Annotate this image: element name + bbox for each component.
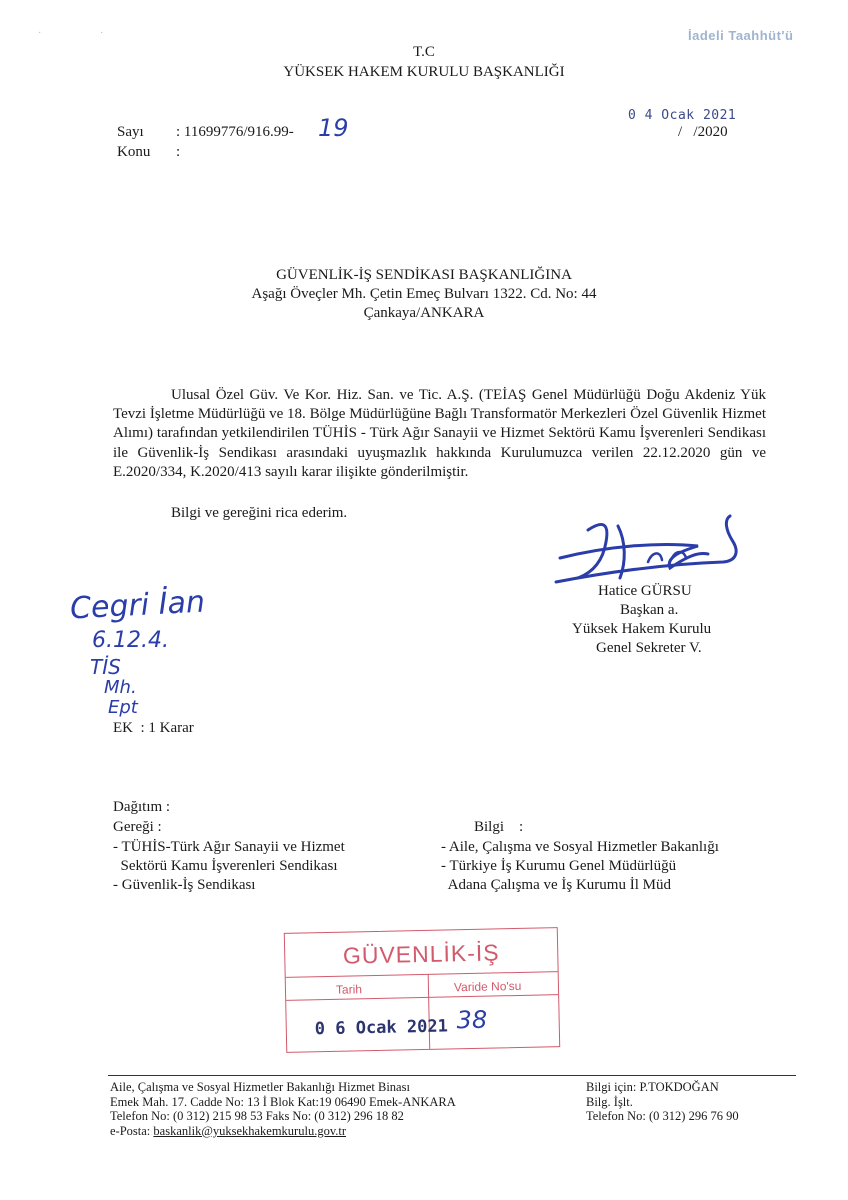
konu-label: Konu <box>117 144 151 160</box>
geregi-item: - TÜHİS-Türk Ağır Sanayii ve Hizmet <box>113 839 345 855</box>
recipient-city: Çankaya/ANKARA <box>363 305 485 321</box>
handwritten-note-line2: 6.12.4. <box>92 628 169 653</box>
footer-phone-fax: Telefon No: (0 312) 215 98 53 Faks No: (0 312) 296 18 82 <box>110 1109 404 1124</box>
footer-email-link[interactable]: baskanlik@yuksekhakemkurulu.gov.tr <box>153 1123 347 1138</box>
footer-divider <box>108 1075 796 1076</box>
footer-left <box>110 1080 456 1138</box>
footer-right <box>586 1080 739 1124</box>
bilgi-item: - Aile, Çalışma ve Sosyal Hizmetler Bakanlığı <box>441 839 719 855</box>
sayi-value: : 11699776/916.99- <box>176 124 294 140</box>
recipient-name: GÜVENLİK-İŞ SENDİKASI BAŞKANLIĞINA <box>276 267 572 283</box>
receipt-stamp-number: 38 <box>456 1005 488 1035</box>
signature-scribble <box>548 512 758 592</box>
recipient-address: Aşağı Öveçler Mh. Çetin Emeç Bulvarı 1322. Cd. No: 44 <box>251 286 597 302</box>
geregi-label: Gereği : <box>113 819 162 835</box>
body-paragraph: Ulusal Özel Güv. Ve Kor. Hiz. San. ve Tic. A.Ş. (TEİAŞ Genel Müdürlüğü Doğu Akdeniz Yük Tevzi İşletme Müdürlüğü ve 18. Bölge Müdürlüğüne Bağlı Transformatör Merkezleri Özel Güvenlik Hizmet Alımı) tarafından yetkilendirilen TÜHİS - Türk Ağır Sanayii ve Hizmet Sektörü Kamu İşverenleri Sendikası ile Güvenlik-İş Sendikası arasındaki uyuşmazlık hakkında Kurulumuzca verilen 22.12.2020 gün ve E.2020/334, K.2020/413 sayılı karar ilişikte gönderilmiştir. <box>113 387 766 480</box>
sayi-handwritten: 19 <box>318 114 349 142</box>
header-institution: YÜKSEK HAKEM KURULU BAŞKANLIĞI <box>283 64 565 80</box>
signature-block <box>560 582 711 658</box>
sayi-label: Sayı <box>117 124 144 140</box>
receipt-stamp-date-label: Tarih <box>335 982 363 997</box>
bilgi-label: Bilgi : <box>474 819 524 835</box>
signatory-position: Genel Sekreter V. <box>596 640 702 656</box>
bilgi-item: - Türkiye İş Kurumu Genel Müdürlüğü <box>441 858 677 874</box>
geregi-item: - Güvenlik-İş Sendikası <box>113 877 256 893</box>
handwritten-note-line5: Ept <box>108 697 138 718</box>
konu-value: : <box>176 144 181 160</box>
footer-building: Aile, Çalışma ve Sosyal Hizmetler Bakanlığı Hizmet Binası <box>110 1080 410 1094</box>
signatory-title: Başkan a. <box>620 602 679 618</box>
footer-address: Emek Mah. 17. Cadde No: 13 İ Blok Kat:19 06490 Emek-ANKARA <box>110 1094 456 1109</box>
stamp-divider <box>286 994 558 1001</box>
registered-mail-stamp: İadeli Taahhüt'ü <box>688 28 794 43</box>
receipt-stamp-title: GÜVENLİK-İŞ <box>342 939 500 969</box>
date-stamp: 0 4 Ocak 2021 <box>628 108 737 123</box>
bilgi-item: Adana Çalışma ve İş Kurumu İl Müd <box>441 877 671 893</box>
footer-contact-person: Bilgi için: P.TOKDOĞAN <box>586 1080 719 1094</box>
footer-email-row <box>110 1124 456 1139</box>
footer-email-label: e-Posta: <box>110 1123 154 1138</box>
stamp-divider <box>286 971 558 978</box>
scan-speck: · <box>38 28 42 39</box>
signatory-name: Hatice GÜRSU <box>598 583 692 599</box>
document-date: / /2020 <box>678 124 728 140</box>
receipt-stamp <box>284 927 560 1053</box>
receipt-stamp-date: 0 6 Ocak 2021 <box>314 1016 449 1040</box>
header-tc: T.C <box>413 44 435 60</box>
receipt-stamp-number-label: Varide No'su <box>453 978 522 995</box>
stamp-divider <box>428 974 431 1049</box>
scan-speck: · <box>100 28 104 39</box>
footer-contact-role: Bilg. İşlt. <box>586 1094 633 1109</box>
handwritten-note-line3: TİS <box>90 655 121 679</box>
handwritten-note-line1: Cegri İan <box>69 584 206 627</box>
geregi-item: Sektörü Kamu İşverenleri Sendikası <box>113 858 338 874</box>
footer-contact-phone: Telefon No: (0 312) 296 76 90 <box>586 1109 739 1124</box>
attachment-line: EK : 1 Karar <box>113 720 194 736</box>
closing-line: Bilgi ve gereğini rica ederim. <box>171 505 348 521</box>
handwritten-note-line4: Mh. <box>104 677 137 698</box>
signatory-institution: Yüksek Hakem Kurulu <box>572 621 712 637</box>
distribution-label: Dağıtım : <box>113 799 171 815</box>
